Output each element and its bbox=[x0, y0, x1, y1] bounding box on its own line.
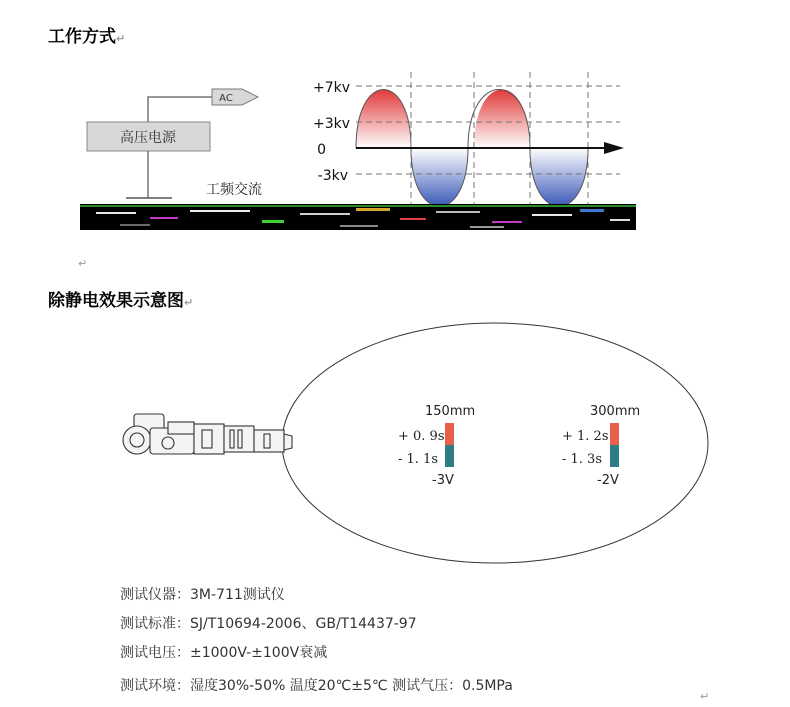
ac-label: AC bbox=[219, 93, 233, 104]
return-arrow-icon: ↵ bbox=[700, 690, 710, 703]
positive-time: + 0. 9s bbox=[398, 429, 445, 444]
negative-time: - 1. 3s bbox=[562, 452, 603, 467]
voltage-label: -2V bbox=[597, 473, 619, 488]
positive-bar bbox=[445, 423, 454, 445]
return-arrow-icon: ↵ bbox=[116, 32, 126, 45]
working-mode-diagram bbox=[0, 55, 790, 235]
voltage-label: -3V bbox=[432, 473, 454, 488]
positive-time: + 1. 2s bbox=[562, 429, 609, 444]
axis-arrow-icon bbox=[604, 142, 624, 154]
spec-instrument: 测试仪器：3M-711测试仪 bbox=[120, 587, 285, 603]
return-arrow-icon: ↵ bbox=[78, 257, 88, 270]
positive-bar bbox=[610, 423, 619, 445]
section-title-effect-diagram: 除静电效果示意图↵ bbox=[48, 291, 194, 311]
power-supply-label: 高压电源 bbox=[120, 130, 176, 146]
ac-wire bbox=[148, 97, 212, 122]
label-plus7kv: +7kv bbox=[312, 80, 350, 96]
noise-band bbox=[80, 204, 636, 230]
waveform-chart bbox=[313, 72, 624, 225]
negative-bar bbox=[610, 445, 619, 467]
return-arrow-icon: ↵ bbox=[184, 296, 194, 309]
negative-time: - 1. 1s bbox=[398, 452, 439, 467]
positive-lobe bbox=[356, 90, 411, 149]
distance-label: 150mm bbox=[425, 404, 476, 419]
label-zero: 0 bbox=[317, 142, 326, 158]
spec-voltage: 测试电压：±1000V-±100V衰减 bbox=[120, 645, 328, 661]
ionizer-gun bbox=[123, 414, 292, 454]
distance-label: 300mm bbox=[590, 404, 641, 419]
section-title-working-mode: 工作方式↵ bbox=[48, 27, 126, 47]
effect-diagram bbox=[0, 320, 790, 570]
label-minus3kv: -3kv bbox=[317, 168, 348, 184]
spec-standard: 测试标准：SJ/T10694-2006、GB/T14437-97 bbox=[120, 616, 417, 632]
spec-environment: 测试环境：湿度30%-50% 温度20℃±5℃ 测试气压：0.5MPa bbox=[120, 678, 513, 694]
negative-bar bbox=[445, 445, 454, 467]
test-area-ellipse bbox=[282, 323, 708, 563]
negative-lobe bbox=[411, 148, 468, 207]
negative-lobe bbox=[530, 148, 588, 207]
label-plus3kv: +3kv bbox=[312, 116, 350, 132]
ac-frequency-label: 工频交流 bbox=[206, 182, 262, 198]
